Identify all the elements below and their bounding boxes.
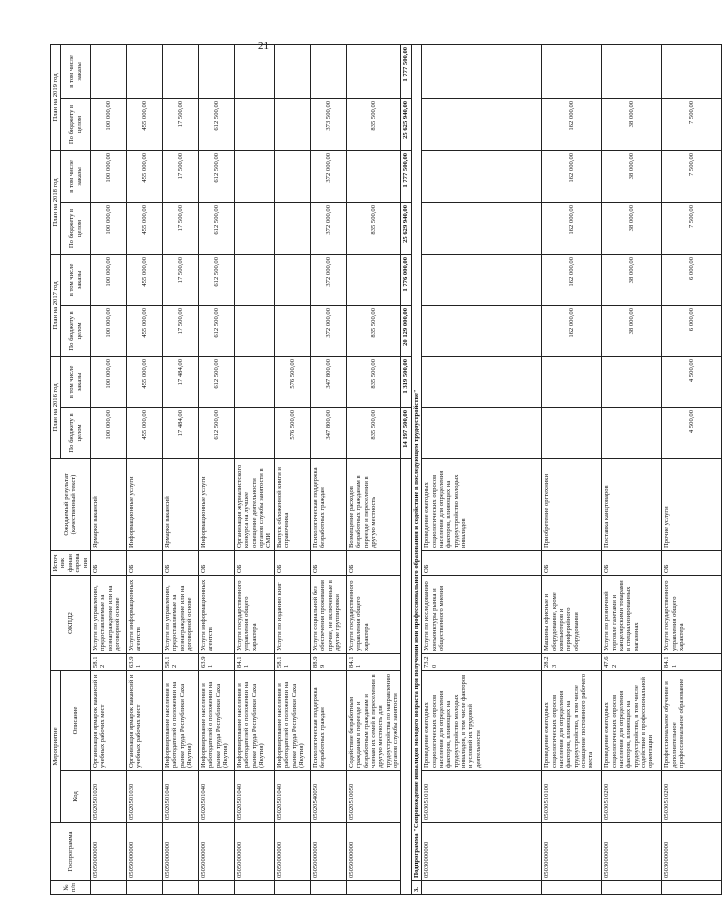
row-value <box>274 254 310 305</box>
table-row <box>602 44 662 894</box>
row-value: 347 800,00 <box>310 408 346 459</box>
row-recipient: 05050000000 <box>234 823 274 881</box>
row-value: 100 000,00 <box>90 356 126 407</box>
row-recipient: 05050000000 <box>274 823 310 881</box>
row-source: ОБ <box>90 551 126 576</box>
row-value <box>602 408 662 459</box>
row-value: 17 484,00 <box>162 356 198 407</box>
row-okpd: Услуги государственного управления общего характера <box>346 576 401 654</box>
row-value <box>346 254 401 305</box>
row-value: 100 000,00 <box>90 202 126 254</box>
row-name: Информирование населения и работодателей о положении на рынке труда Республики Саха (Якутия) <box>162 671 198 771</box>
row-source: ОБ <box>662 551 722 576</box>
header-incl-2019: в том числе заказы <box>61 44 91 98</box>
row-value: 612 500,00 <box>198 202 234 254</box>
row-value <box>542 408 602 459</box>
row-code: 05020501020 <box>90 771 126 823</box>
row-no <box>162 881 198 895</box>
row-no <box>198 881 234 895</box>
row-value <box>234 44 274 98</box>
row-okpd: Услуги по управлению, предоставляемые за вознаграждение или на договорной основе <box>162 576 198 654</box>
row-value: 612 500,00 <box>198 305 234 356</box>
row-value <box>274 98 310 150</box>
row-code: 05020501030 <box>126 771 162 823</box>
header-result: Ожидаемый результат (качественный текст) <box>51 459 91 551</box>
row-source: ОБ <box>310 551 346 576</box>
row-source: ОБ <box>422 551 542 576</box>
row-value: 576 500,00 <box>274 408 310 459</box>
header-budget-2019: По бюджету в целом <box>61 98 91 150</box>
row-value <box>274 305 310 356</box>
total-row <box>401 44 411 894</box>
row-recipient: 05030000000 <box>602 823 662 881</box>
total-blank <box>401 459 411 895</box>
row-value: 372 000,00 <box>310 305 346 356</box>
row-result: Ярмарки вакансий <box>90 459 126 551</box>
row-code: 05030510200 <box>662 771 722 823</box>
row-okpd-code: 84.11 <box>662 654 722 671</box>
section-title: Подпрограмма "Сопровождение инвалидов молодого возраста при получении ими профессионального образования и содействие в последующем трудоустройстве" <box>411 44 421 880</box>
row-okpd: Услуги социальной без обеспечения проживания прочие, не включенные в другие группировки <box>310 576 346 654</box>
section-row <box>411 44 421 894</box>
row-value: 38 000,00 <box>602 254 662 305</box>
header-budget-2017: По бюджету в целом <box>61 305 91 356</box>
row-no <box>346 881 401 895</box>
header-row-1 <box>51 44 61 894</box>
header-budget-2018: По бюджету в целом <box>61 202 91 254</box>
row-okpd: Услуги государственного управления общего характера <box>662 576 722 654</box>
row-no <box>126 881 162 895</box>
row-value: 576 500,00 <box>274 356 310 407</box>
row-value <box>162 44 198 98</box>
table-row <box>162 44 198 894</box>
table-row <box>542 44 602 894</box>
row-code: 05030510100 <box>542 771 602 823</box>
row-value <box>274 202 310 254</box>
row-value <box>310 44 346 98</box>
row-no <box>310 881 346 895</box>
row-value <box>234 150 274 202</box>
row-okpd-code: 84.11 <box>234 654 274 671</box>
row-value: 455 000,00 <box>126 408 162 459</box>
row-name: Проведение ежегодных социологических опросов населения для определения факторов, влияющих на трудоустройство, в том числе оснащение постоянного рабочего места <box>542 671 602 771</box>
row-code: 05020501040 <box>234 771 274 823</box>
row-value: 4 500,00 <box>662 356 722 407</box>
row-code: 05020510050 <box>346 771 401 823</box>
row-source: ОБ <box>274 551 310 576</box>
row-value <box>422 356 542 407</box>
row-value: 612 500,00 <box>198 150 234 202</box>
row-name: Организация ярмарок вакансий и учебных рабочих мест <box>126 671 162 771</box>
row-value <box>274 150 310 202</box>
row-okpd-code: 58.11 <box>274 654 310 671</box>
row-value: 835 500,00 <box>346 202 401 254</box>
row-value: 100 000,00 <box>90 305 126 356</box>
total-value: 25 629 940,00 <box>401 202 411 254</box>
row-value: 372 000,00 <box>310 202 346 254</box>
row-okpd: Услуги государственного управления общего характера <box>234 576 274 654</box>
row-value: 17 500,00 <box>162 98 198 150</box>
row-source: ОБ <box>126 551 162 576</box>
row-okpd-code: 84.11 <box>346 654 401 671</box>
row-value: 455 000,00 <box>126 150 162 202</box>
table-row <box>234 44 274 894</box>
row-value: 38 000,00 <box>602 305 662 356</box>
row-source: ОБ <box>162 551 198 576</box>
header-name: Описание <box>61 671 91 771</box>
row-value: 612 500,00 <box>198 98 234 150</box>
row-value: 38 000,00 <box>602 202 662 254</box>
row-value: 17 484,00 <box>162 408 198 459</box>
header-incl-2016: в том числе заказы <box>61 356 91 407</box>
row-name: Информирование населения и работодателей о положении на рынке труда Республики Саха (Якутия) <box>234 671 274 771</box>
table-row <box>346 44 401 894</box>
row-value: 6 000,00 <box>662 305 722 356</box>
budget-table-rotated <box>50 45 695 895</box>
row-value <box>422 150 542 202</box>
row-result: Проведение ежегодных социологических опросов населения для определения факторов, влияющих на трудоустройство молодых инвалидов <box>422 459 542 551</box>
row-no <box>234 881 274 895</box>
row-code: 05020501040 <box>274 771 310 823</box>
row-value: 7 500,00 <box>662 202 722 254</box>
row-value: 162 000,00 <box>542 202 602 254</box>
row-value <box>126 44 162 98</box>
row-result: Ярмарки вакансий <box>162 459 198 551</box>
table-row <box>662 44 722 894</box>
header-plan-2017: План на 2017 год <box>51 254 61 356</box>
row-value: 612 500,00 <box>198 408 234 459</box>
row-okpd: Услуги по управлению, предоставляемые за вознаграждение или на договорной основе <box>90 576 126 654</box>
row-result: Приобретение оргтехники <box>542 459 602 551</box>
row-value <box>346 44 401 98</box>
row-value: 162 000,00 <box>542 305 602 356</box>
row-code: 05020501040 <box>162 771 198 823</box>
row-value: 455 000,00 <box>126 356 162 407</box>
row-result: Организация журналистского конкурса на лучшее освещение деятельности органов службы занятости в СМИ <box>234 459 274 551</box>
row-okpd: Машины офисные и оборудование, кроме компьютеров и периферийного оборудования <box>542 576 602 654</box>
row-source: ОБ <box>234 551 274 576</box>
row-okpd: Услуги по розничной торговле газетами и канцелярскими товарами в специализированных магазинах <box>602 576 662 654</box>
row-result: Поставка канцтоваров <box>602 459 662 551</box>
row-value <box>422 254 542 305</box>
header-incl-2017: в том числе заказы <box>61 254 91 305</box>
row-no <box>422 881 542 895</box>
row-value <box>234 202 274 254</box>
header-no: № п/п <box>51 881 91 895</box>
total-value: 14 197 500,00 <box>401 408 411 459</box>
row-value: 162 000,00 <box>542 254 602 305</box>
header-incl-2018: в том числе заказы <box>61 150 91 202</box>
row-value: 100 000,00 <box>90 408 126 459</box>
row-value: 17 500,00 <box>162 305 198 356</box>
row-value: 835 500,00 <box>346 356 401 407</box>
row-name: Организация ярмарок вакансий и учебных рабочих мест <box>90 671 126 771</box>
row-okpd: Услуги по исследованию конъюнктуры рынка и общественного мнения <box>422 576 542 654</box>
row-value: 835 500,00 <box>346 408 401 459</box>
row-value <box>662 44 722 98</box>
row-value <box>90 44 126 98</box>
row-okpd-code: 88.99 <box>310 654 346 671</box>
row-recipient: 05050000000 <box>310 823 346 881</box>
row-no <box>274 881 310 895</box>
row-name: Информирование населения и работодателей о положении на рынке труда Республики Саха (Якутия) <box>198 671 234 771</box>
row-value: 835 500,00 <box>346 305 401 356</box>
row-code: 05030510200 <box>602 771 662 823</box>
table-row <box>274 44 310 894</box>
section-no: 3. <box>411 881 421 895</box>
header-plan-2019: План на 2019 год <box>51 44 61 150</box>
row-recipient: 05030000000 <box>662 823 722 881</box>
row-name: Информирование населения и работодателей о положении на рынке труда Республики Саха (Якутия) <box>274 671 310 771</box>
row-value: 17 500,00 <box>162 254 198 305</box>
total-value: 1 777 500,00 <box>401 150 411 202</box>
row-code: 05020540050 <box>310 771 346 823</box>
row-value: 373 500,00 <box>310 98 346 150</box>
row-value: 835 500,00 <box>346 98 401 150</box>
row-result: Информационные услуги <box>198 459 234 551</box>
row-okpd-code: 58.12 <box>90 654 126 671</box>
row-name: Профессиональное обучение и дополнительное профессиональное образование <box>662 671 722 771</box>
header-plan-2016: План на 2016 год <box>51 356 61 458</box>
row-recipient: 05030000000 <box>422 823 542 881</box>
row-recipient: 05050000000 <box>90 823 126 881</box>
row-value <box>602 44 662 98</box>
row-okpd: Услуги информационных агентств <box>198 576 234 654</box>
total-value: 1 319 500,00 <box>401 356 411 407</box>
header-budget-2016: По бюджету в целом <box>61 408 91 459</box>
row-source: ОБ <box>602 551 662 576</box>
row-value: 100 000,00 <box>90 150 126 202</box>
row-no <box>542 881 602 895</box>
row-recipient: 05050000000 <box>346 823 401 881</box>
header-measure: Мероприятие <box>51 671 61 823</box>
row-value: 17 500,00 <box>162 202 198 254</box>
total-value: 25 625 940,00 <box>401 98 411 150</box>
row-no <box>602 881 662 895</box>
total-value: 1 776 000,00 <box>401 254 411 305</box>
row-okpd: Услуги информационных агентств <box>126 576 162 654</box>
row-value <box>542 356 602 407</box>
row-result: Возмещение расходов безработных гражданам в переезде и переселении в другую местность <box>346 459 401 551</box>
row-value <box>602 356 662 407</box>
row-value <box>542 44 602 98</box>
row-value: 455 000,00 <box>126 254 162 305</box>
row-code: 05030510100 <box>422 771 542 823</box>
row-value <box>346 150 401 202</box>
row-value: 162 000,00 <box>542 98 602 150</box>
row-okpd-code: 73.20 <box>422 654 542 671</box>
row-value: 7 500,00 <box>662 98 722 150</box>
row-name: Проведение ежегодных социологических опросов населения для определения факторов, влияющих на трудоустройство молодых инвалидов, в том числе факторов и условий их трудовой деятельности <box>422 671 542 771</box>
row-result: Психологическая поддержка безработных граждан <box>310 459 346 551</box>
row-source: ОБ <box>346 551 401 576</box>
row-value: 6 000,00 <box>662 254 722 305</box>
row-name: Проведение ежегодных социологических опросов населения для определения факторов, влияющих на трудоустройство, в том числе содействие в профессиональной ориентации <box>602 671 662 771</box>
row-code: 05020501040 <box>198 771 234 823</box>
row-value: 455 000,00 <box>126 202 162 254</box>
row-value: 455 000,00 <box>126 98 162 150</box>
row-recipient: 05050000000 <box>126 823 162 881</box>
table-row <box>198 44 234 894</box>
page-number: 21 <box>258 40 269 52</box>
row-value: 4 500,00 <box>662 408 722 459</box>
row-value <box>422 202 542 254</box>
header-okpd: ОКПД2 <box>51 576 91 671</box>
row-recipient: 05050000000 <box>198 823 234 881</box>
row-value <box>198 44 234 98</box>
total-value: 1 777 500,00 <box>401 44 411 98</box>
row-value <box>274 44 310 98</box>
row-result: Информационные услуги <box>126 459 162 551</box>
row-value: 372 000,00 <box>310 254 346 305</box>
row-value: 100 000,00 <box>90 98 126 150</box>
row-value <box>422 408 542 459</box>
row-value <box>234 305 274 356</box>
row-name: Психологическая поддержка безработных граждан <box>310 671 346 771</box>
row-okpd-code: 28.23 <box>542 654 602 671</box>
header-recipient: Госпрограмма <box>51 823 91 881</box>
budget-table <box>50 44 722 895</box>
header-plan-2018: План на 2018 год <box>51 150 61 254</box>
table-row <box>126 44 162 894</box>
row-value <box>234 408 274 459</box>
row-result: Прочие услуги <box>662 459 722 551</box>
table-row <box>422 44 542 894</box>
row-value: 7 500,00 <box>662 150 722 202</box>
row-value: 347 800,00 <box>310 356 346 407</box>
row-value: 100 000,00 <box>90 254 126 305</box>
row-value <box>422 98 542 150</box>
row-okpd-code: 58.12 <box>162 654 198 671</box>
row-no <box>90 881 126 895</box>
row-source: ОБ <box>542 551 602 576</box>
row-value <box>234 98 274 150</box>
table-row <box>90 44 126 894</box>
header-code: Код <box>61 771 91 823</box>
row-value <box>422 305 542 356</box>
total-value: 20 129 000,00 <box>401 305 411 356</box>
row-recipient: 05030000000 <box>542 823 602 881</box>
row-okpd-code: 63.91 <box>126 654 162 671</box>
row-okpd-code: 63.91 <box>198 654 234 671</box>
row-name: Содействие безработным гражданам в переезде и безработным гражданам и членам их семей в переселении в другую местность для трудоустройства по направлению органов службы занятости <box>346 671 401 771</box>
row-result: Выпуск обложенной книги и справочника <box>274 459 310 551</box>
row-value: 455 000,00 <box>126 305 162 356</box>
row-recipient: 05050000000 <box>162 823 198 881</box>
row-value <box>234 356 274 407</box>
header-source: Источник финансирования <box>51 551 91 576</box>
row-value <box>234 254 274 305</box>
row-value: 17 500,00 <box>162 150 198 202</box>
row-okpd-code: 47.62 <box>602 654 662 671</box>
row-value: 38 000,00 <box>602 98 662 150</box>
row-source: ОБ <box>198 551 234 576</box>
row-okpd: Услуги по изданию книг <box>274 576 310 654</box>
row-value: 372 000,00 <box>310 150 346 202</box>
table-row <box>310 44 346 894</box>
row-value: 612 500,00 <box>198 254 234 305</box>
row-no <box>662 881 722 895</box>
row-value: 162 000,00 <box>542 150 602 202</box>
row-value: 612 500,00 <box>198 356 234 407</box>
row-value <box>422 44 542 98</box>
row-value: 38 000,00 <box>602 150 662 202</box>
